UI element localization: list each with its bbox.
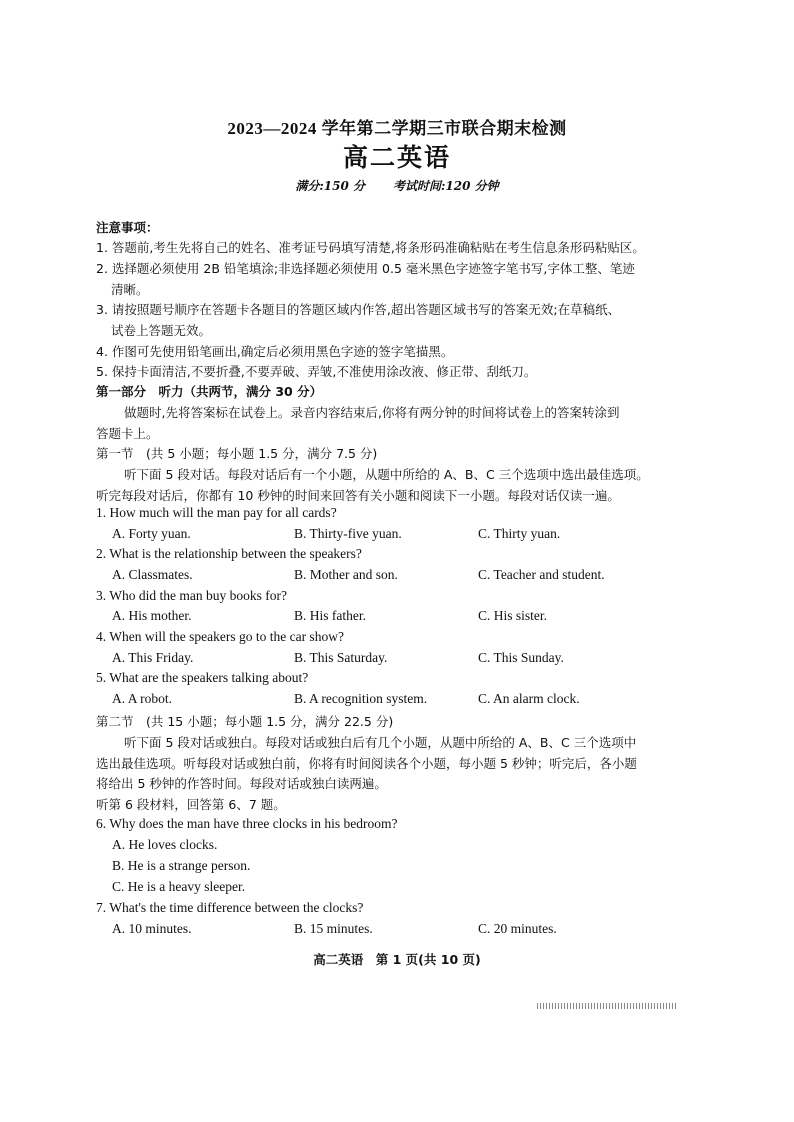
option-a: A. Classmates.	[112, 567, 193, 582]
option-b: B. His father.	[294, 608, 366, 623]
note-item: 5. 保持卡面清洁,不要折叠,不要弄破、弄皱,不准使用涂改液、修正带、刮纸刀。	[96, 364, 537, 379]
question-4: 4. When will the speakers go to the car show?	[96, 629, 344, 644]
option-a: A. Forty yuan.	[112, 526, 191, 541]
question-1: 1. How much will the man pay for all cards?	[96, 505, 337, 520]
scan-dots	[537, 1003, 677, 1009]
section2-instruction: 将给出 5 秒钟的作答时间。每段对话或独白读两遍。	[96, 776, 387, 791]
section1-instruction: 听下面 5 段对话。每段对话后有一个小题，从题中所给的 A、B、C 三个选项中选出最佳选项。	[124, 467, 649, 482]
question-3: 3. Who did the man buy books for?	[96, 588, 287, 603]
question-6: 6. Why does the man have three clocks in his bedroom?	[96, 816, 398, 831]
option-a: A. 10 minutes.	[112, 921, 192, 936]
option-b: B. Mother and son.	[294, 567, 398, 582]
question-7: 7. What's the time difference between the clocks?	[96, 900, 364, 915]
option-b: B. He is a strange person.	[112, 858, 251, 873]
option-b: B. Thirty-five yuan.	[294, 526, 402, 541]
option-c: C. An alarm clock.	[478, 691, 580, 706]
option-a: A. This Friday.	[112, 650, 194, 665]
section1-heading: 第一节 (共 5 小题；每小题 1.5 分，满分 7.5 分)	[96, 446, 378, 461]
note-item: 2. 选择题必须使用 2B 铅笔填涂;非选择题必须使用 0.5 毫米黑色字迹签字笔书写,字体工整、笔迹	[96, 261, 635, 276]
option-c: C. Thirty yuan.	[478, 526, 561, 541]
note-item: 试卷上答题无效。	[111, 323, 212, 338]
notes-heading: 注意事项：	[96, 220, 159, 235]
exam-meta	[0, 177, 794, 194]
full-score: 满分:150 分	[295, 179, 365, 193]
section2-instruction: 听下面 5 段对话或独白。每段对话或独白后有几个小题，从题中所给的 A、B、C 三个选项中	[124, 735, 637, 750]
section2-heading: 第二节 (共 15 小题；每小题 1.5 分，满分 22.5 分)	[96, 714, 394, 729]
option-c: C. Teacher and student.	[478, 567, 605, 582]
note-item: 4. 作图可先使用铅笔画出,确定后必须用黑色字迹的签字笔描黑。	[96, 344, 454, 359]
exam-title: 2023—2024 学年第二学期三市联合期末检测	[227, 119, 567, 138]
part1-heading: 第一部分 听力（共两节，满分 30 分）	[96, 384, 323, 399]
question-5: 5. What are the speakers talking about?	[96, 670, 309, 685]
option-a: A. A robot.	[112, 691, 173, 706]
part1-instruction: 答题卡上。	[96, 426, 159, 441]
material-label: 听第 6 段材料，回答第 6、7 题。	[96, 797, 286, 812]
section2-instruction: 选出最佳选项。听每段对话或独白前，你将有时间阅读各个小题，每小题 5 秒钟；听完后，各小题	[96, 756, 637, 771]
part1-instruction: 做题时,先将答案标在试卷上。录音内容结束后,你将有两分钟的时间将试卷上的答案转涂到	[124, 405, 620, 420]
option-b: B. 15 minutes.	[294, 921, 373, 936]
page-footer: 高二英语 第 1 页(共 10 页)	[313, 952, 481, 967]
subject-title: 高二英语	[342, 143, 451, 172]
option-a: A. His mother.	[112, 608, 192, 623]
option-c: C. This Sunday.	[478, 650, 564, 665]
section1-instruction: 听完每段对话后，你都有 10 秒钟的时间来回答有关小题和阅读下一小题。每段对话仅读一遍。	[96, 488, 620, 503]
option-b: B. A recognition system.	[294, 691, 428, 706]
option-c: C. 20 minutes.	[478, 921, 557, 936]
option-c: C. His sister.	[478, 608, 548, 623]
exam-time: 考试时间:120 分钟	[393, 179, 499, 193]
note-item: 1. 答题前,考生先将自己的姓名、准考证号码填写清楚,将条形码准确粘贴在考生信息条形码粘贴区。	[96, 240, 645, 255]
option-c: C. He is a heavy sleeper.	[112, 879, 246, 894]
note-item: 3. 请按照题号顺序在答题卡各题目的答题区域内作答,超出答题区域书写的答案无效;在草稿纸、	[96, 302, 621, 317]
note-item: 清晰。	[111, 282, 149, 297]
option-a: A. He loves clocks.	[112, 837, 218, 852]
question-2: 2. What is the relationship between the speakers?	[96, 546, 362, 561]
option-b: B. This Saturday.	[294, 650, 388, 665]
